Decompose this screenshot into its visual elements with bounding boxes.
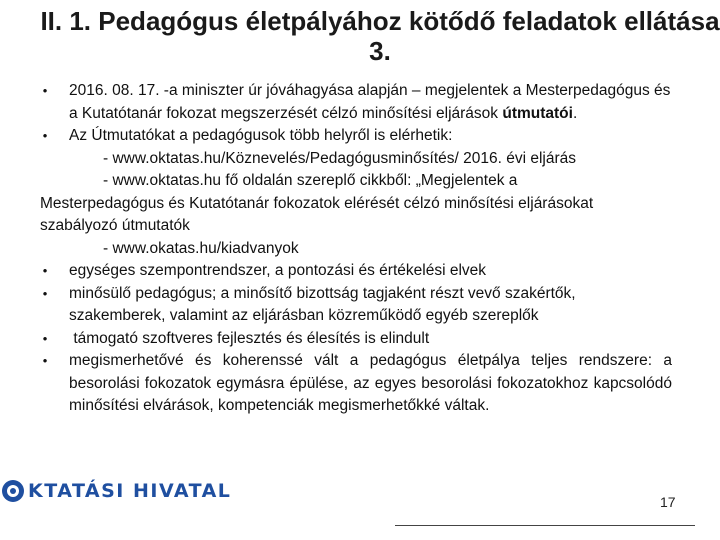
sub-item-link: - www.oktatas.hu/Köznevelés/Pedagógusminősítés/ 2016. évi eljárás	[103, 149, 577, 167]
bullet-dot-icon: •	[42, 285, 48, 301]
bullet-item	[40, 328, 672, 351]
slide-content	[40, 80, 672, 418]
bullet-item	[40, 125, 672, 148]
bullet-dot-icon: •	[42, 330, 48, 346]
footer-divider	[395, 525, 695, 526]
bullet-text: támogató szoftveres fejlesztés és élesítés is elindult	[69, 329, 430, 347]
sub-item-link: - www.okatas.hu/kiadvanyok	[103, 239, 299, 257]
bullet-text: 2016. 08. 17. -a miniszter úr jóváhagyása alapján – megjelentek a Mesterpedagógus és a Kutatótanár fokozat megszerzését célzó minősítési eljárások	[69, 82, 671, 122]
bullet-text: .	[572, 104, 578, 122]
sub-item-continuation: Mesterpedagógus és Kutatótanár fokozatok elérését célzó minősítési eljárásokat szabályozó útmutatók	[40, 194, 594, 234]
bullet-text-bold: útmutatói	[502, 104, 573, 122]
bullet-dot-icon: •	[42, 83, 48, 98]
bullet-item	[40, 350, 672, 418]
bullet-text: megismerhetővé és koherenssé vált a pedagógus életpálya teljes rendszere: a besorolási fokozatok egymásra épülése, az egyes besorolási fokozatokhoz kapcsolódó minősítési elvárások, kompetenciák megismerhetőkké váltak.	[69, 352, 672, 414]
bullet-text: Az Útmutatókat a pedagógusok több helyről is elérhetik:	[69, 127, 453, 144]
slide-title: II. 1. Pedagógus életpályához kötődő feladatok ellátása 3.	[40, 6, 720, 66]
bullet-item	[40, 283, 672, 328]
bullet-dot-icon: •	[42, 128, 48, 143]
sub-item-link: - www.oktatas.hu fő oldalán szereplő cikkből: „Megjelentek a	[103, 172, 518, 189]
bullet-text: minősülő pedagógus; a minősítő bizottság tagjaként részt vevő szakértők, szakemberek, valamint az eljárásban közreműködő egyéb szereplők	[69, 284, 576, 324]
logo-o-icon	[2, 480, 24, 502]
bullet-text: egységes szempontrendszer, a pontozási és értékelési elvek	[69, 262, 487, 279]
bullet-dot-icon: •	[42, 353, 48, 368]
oktatasi-hivatal-logo	[2, 477, 262, 505]
bullet-dot-icon: •	[42, 263, 48, 278]
logo-text: KTATÁSI HIVATAL	[28, 480, 232, 502]
page-number: 17	[660, 494, 676, 510]
bullet-item	[40, 260, 672, 283]
bullet-item	[40, 80, 672, 125]
